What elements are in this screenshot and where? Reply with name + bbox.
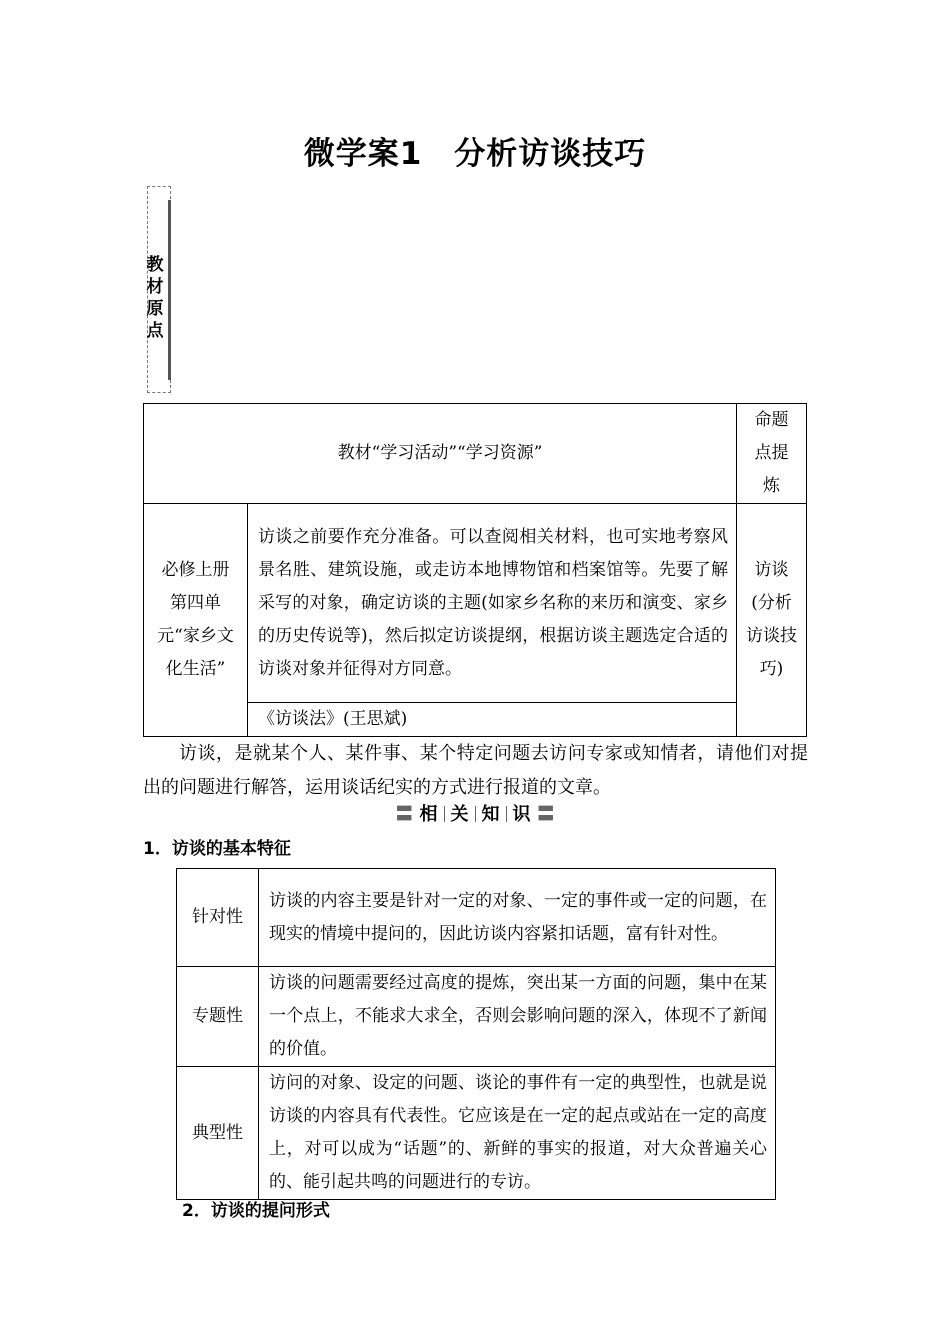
table-header-source: 教材“学习活动”“学习资源” xyxy=(144,404,737,504)
table-row xyxy=(177,1067,776,1200)
table-row xyxy=(177,869,776,967)
banner-divider xyxy=(475,806,476,822)
source-resource-cell: 《访谈法》(王思斌) xyxy=(248,703,737,737)
banner-divider xyxy=(506,806,507,822)
feature-text: 访谈的问题需要经过高度的提炼，突出某一方面的问题，集中在某一个点上，不能求大求全，否则会影响问题的深入，体现不了新闻的价值。 xyxy=(259,967,776,1067)
table-header-topic: 命题点提炼 xyxy=(737,404,807,504)
intro-paragraph: 访谈，是就某个人、某件事、某个特定问题去访问专家或知情者，请他们对提出的问题进行解答，运用谈话纪实的方式进行报道的文章。 xyxy=(143,743,808,798)
banner-deco-right: 〓 xyxy=(536,804,555,825)
feature-label: 针对性 xyxy=(177,869,259,967)
source-unit-cell: 必修上册第四单元“家乡文化生活” xyxy=(144,504,248,737)
banner-word: 相 xyxy=(419,804,438,825)
table-row xyxy=(177,967,776,1067)
feature-text: 访问的对象、设定的问题、谈论的事件有一定的典型性，也就是说访谈的内容具有代表性。它应该是在一定的起点或站在一定的高度上，对可以成为“话题”的、新鲜的事实的报道，对大众普遍关心的、能引起共鸣的问题进行的专访。 xyxy=(259,1067,776,1200)
banner-word: 知 xyxy=(481,804,500,825)
feature-label: 专题性 xyxy=(177,967,259,1067)
topic-cell: 访谈(分析访谈技巧) xyxy=(737,504,807,737)
textbook-source-table xyxy=(143,403,807,737)
banner-divider xyxy=(444,806,445,822)
page-title: 微学案1 分析访谈技巧 xyxy=(303,136,647,172)
source-activity-cell: 访谈之前要作充分准备。可以查阅相关材料，也可实地考察风景名胜、建筑设施，或走访本地博物馆和档案馆等。先要了解采写的对象，确定访谈的主题(如家乡名称的来历和演变、家乡的历史传说等)，然后拟定访谈提纲，根据访谈主题选定合适的访谈对象并征得对方同意。 xyxy=(248,504,737,703)
features-table xyxy=(176,868,776,1200)
feature-text: 访谈的内容主要是针对一定的对象、一定的事件或一定的问题，在现实的情境中提问的，因此访谈内容紧扣话题，富有针对性。 xyxy=(259,869,776,967)
banner-word: 关 xyxy=(450,804,469,825)
feature-label: 典型性 xyxy=(177,1067,259,1200)
side-label: 教材原点 xyxy=(146,255,164,341)
banner-word: 识 xyxy=(512,804,531,825)
section-heading-1: 1．访谈的基本特征 xyxy=(143,839,291,859)
section-heading-2: 2．访谈的提问形式 xyxy=(182,1201,330,1221)
section-banner xyxy=(0,800,950,826)
side-label-bar xyxy=(168,200,171,380)
banner-deco-left: 〓 xyxy=(395,804,414,825)
